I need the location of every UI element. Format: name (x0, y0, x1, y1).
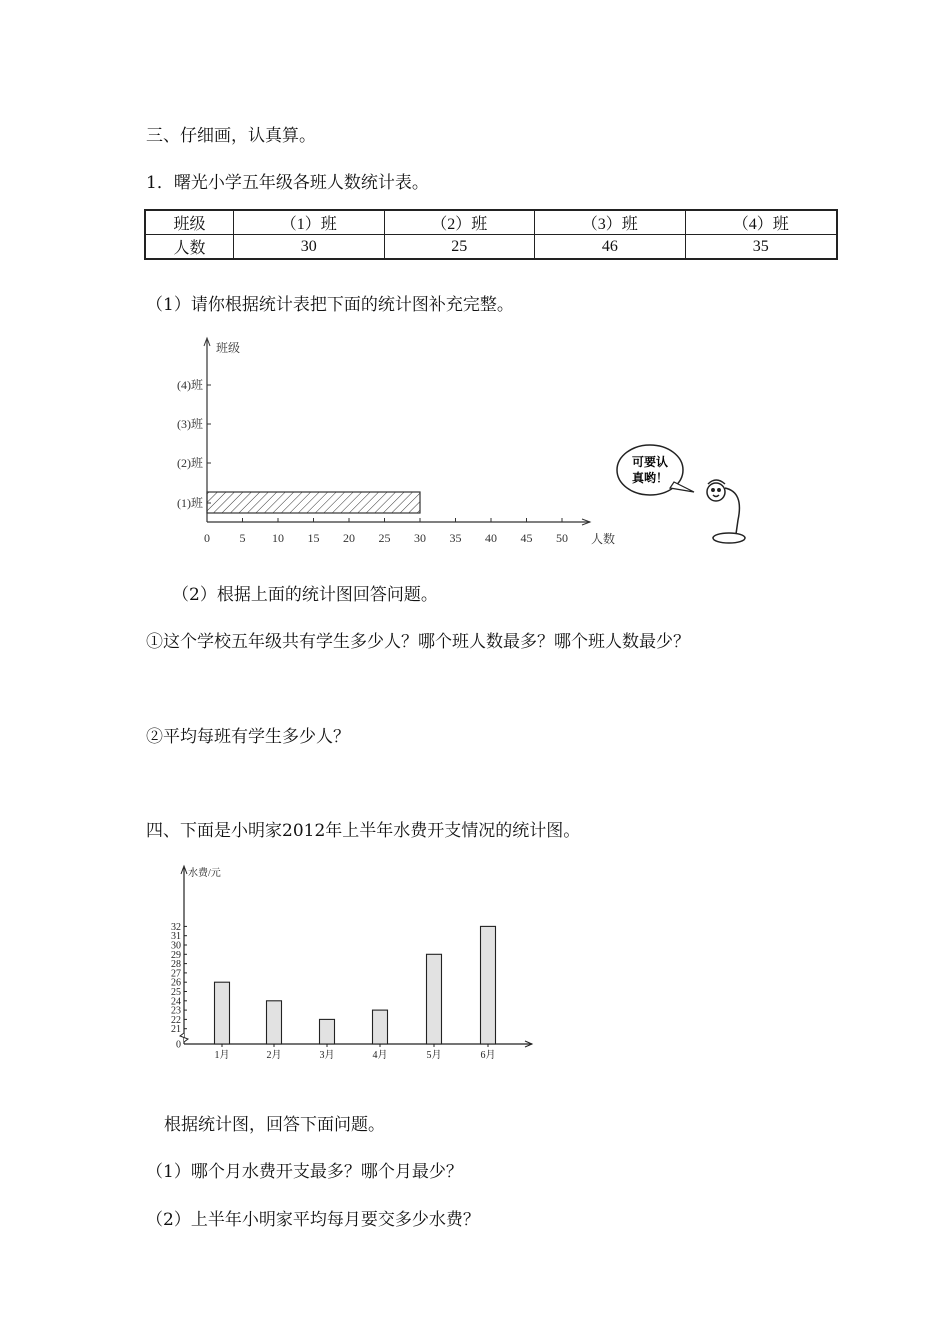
x-tick-label: 0 (204, 531, 210, 545)
y-tick-label: 21 (171, 1024, 181, 1036)
bar-month-4 (373, 1010, 388, 1044)
x-axis-label: 人数 (591, 532, 616, 546)
water-fee-bar-chart (160, 860, 540, 1070)
bar-month-5 (427, 954, 442, 1044)
x-tick-label: 15 (307, 531, 320, 545)
y-tick-label: 27 (171, 968, 181, 980)
table-cell: 46 (535, 235, 686, 260)
lamp-illustration (612, 440, 762, 550)
question-b: ②平均每班有学生多少人？ (146, 727, 350, 747)
x-tick-label: 5月 (426, 1050, 442, 1061)
table-cell: 人数 (145, 235, 233, 260)
x-tick-label: 3月 (319, 1050, 335, 1061)
y-tick-label: 29 (171, 949, 181, 961)
x-tick-label: 45 (520, 531, 533, 545)
section4-intro: 根据统计图，回答下面问题。 (164, 1115, 385, 1135)
y-axis-label: 班级 (216, 341, 241, 355)
section4-heading: 四、下面是小明家2012年上半年水费开支情况的统计图。 (146, 821, 581, 841)
bar-month-3 (320, 1019, 335, 1044)
y-tick-label: 26 (171, 977, 181, 989)
bar-class-1 (207, 492, 420, 513)
table-row (145, 210, 837, 235)
x-tick-label: 40 (485, 531, 497, 545)
y-tick-label: 32 (171, 921, 181, 933)
table-cell: 班级 (145, 210, 233, 235)
y-tick-label: (4)班 (177, 378, 203, 392)
bar-month-2 (267, 1001, 282, 1044)
y-tick-label: 23 (171, 1005, 181, 1017)
section4-question-1: （1）哪个月水费开支最多？哪个月最少？ (146, 1162, 463, 1182)
y-axis-label: 水费/元 (188, 868, 221, 879)
x-tick-label: 5 (239, 531, 246, 545)
table-cell: （2）班 (384, 210, 535, 235)
x-tick-label: 4月 (372, 1050, 388, 1061)
speech-bubble-tail (670, 482, 694, 492)
section4-question-2: （2）上半年小明家平均每月要交多少水费？ (146, 1210, 480, 1230)
table-cell: 35 (685, 235, 837, 260)
x-tick-label: 25 (378, 531, 391, 545)
bubble-text-line1: 可要认 (631, 455, 669, 469)
x-tick-label: 1月 (214, 1050, 230, 1061)
y-tick-label: (3)班 (177, 417, 203, 431)
q1-title: 1．曙光小学五年级各班人数统计表。 (146, 173, 429, 193)
x-tick-label: 2月 (266, 1050, 282, 1061)
sub-question-1: （1）请你根据统计表把下面的统计图补充完整。 (146, 295, 514, 315)
table-cell: 30 (233, 235, 384, 260)
table-cell: （1）班 (233, 210, 384, 235)
table-cell: （3）班 (535, 210, 686, 235)
x-tick-label: 6月 (480, 1050, 496, 1061)
table-cell: 25 (384, 235, 535, 260)
y-tick-label: 24 (171, 996, 181, 1008)
table-cell: （4）班 (685, 210, 837, 235)
y-tick-label: 28 (171, 959, 181, 971)
y-tick-label: (1)班 (177, 496, 203, 510)
x-tick-label: 30 (414, 531, 426, 545)
bubble-text-line2: 真哟！ (631, 471, 669, 485)
x-tick-label: 35 (449, 531, 462, 545)
y-tick-label: 25 (171, 987, 181, 998)
axis-break (180, 1033, 188, 1042)
sub-question-2: （2）根据上面的统计图回答问题。 (172, 585, 438, 605)
table-row (145, 235, 837, 260)
y-tick-label: 22 (171, 1014, 181, 1026)
x-tick-label: 50 (556, 531, 568, 545)
x-tick-label: 10 (272, 531, 284, 545)
class-count-table (144, 209, 838, 260)
question-a: ①这个学校五年级共有学生多少人？哪个班人数最多？哪个班人数最少？ (146, 632, 690, 652)
class-bar-chart (150, 330, 630, 555)
y-tick-label: 0 (176, 1039, 181, 1051)
section3-heading: 三、仔细画，认真算。 (146, 126, 316, 146)
y-tick-label: 31 (171, 931, 181, 943)
x-tick-label: 20 (343, 531, 355, 545)
bar-month-1 (215, 982, 230, 1044)
bar-month-6 (481, 926, 496, 1044)
y-tick-label: (2)班 (177, 456, 203, 470)
desk-lamp (707, 480, 745, 543)
y-tick-label: 30 (171, 940, 181, 952)
